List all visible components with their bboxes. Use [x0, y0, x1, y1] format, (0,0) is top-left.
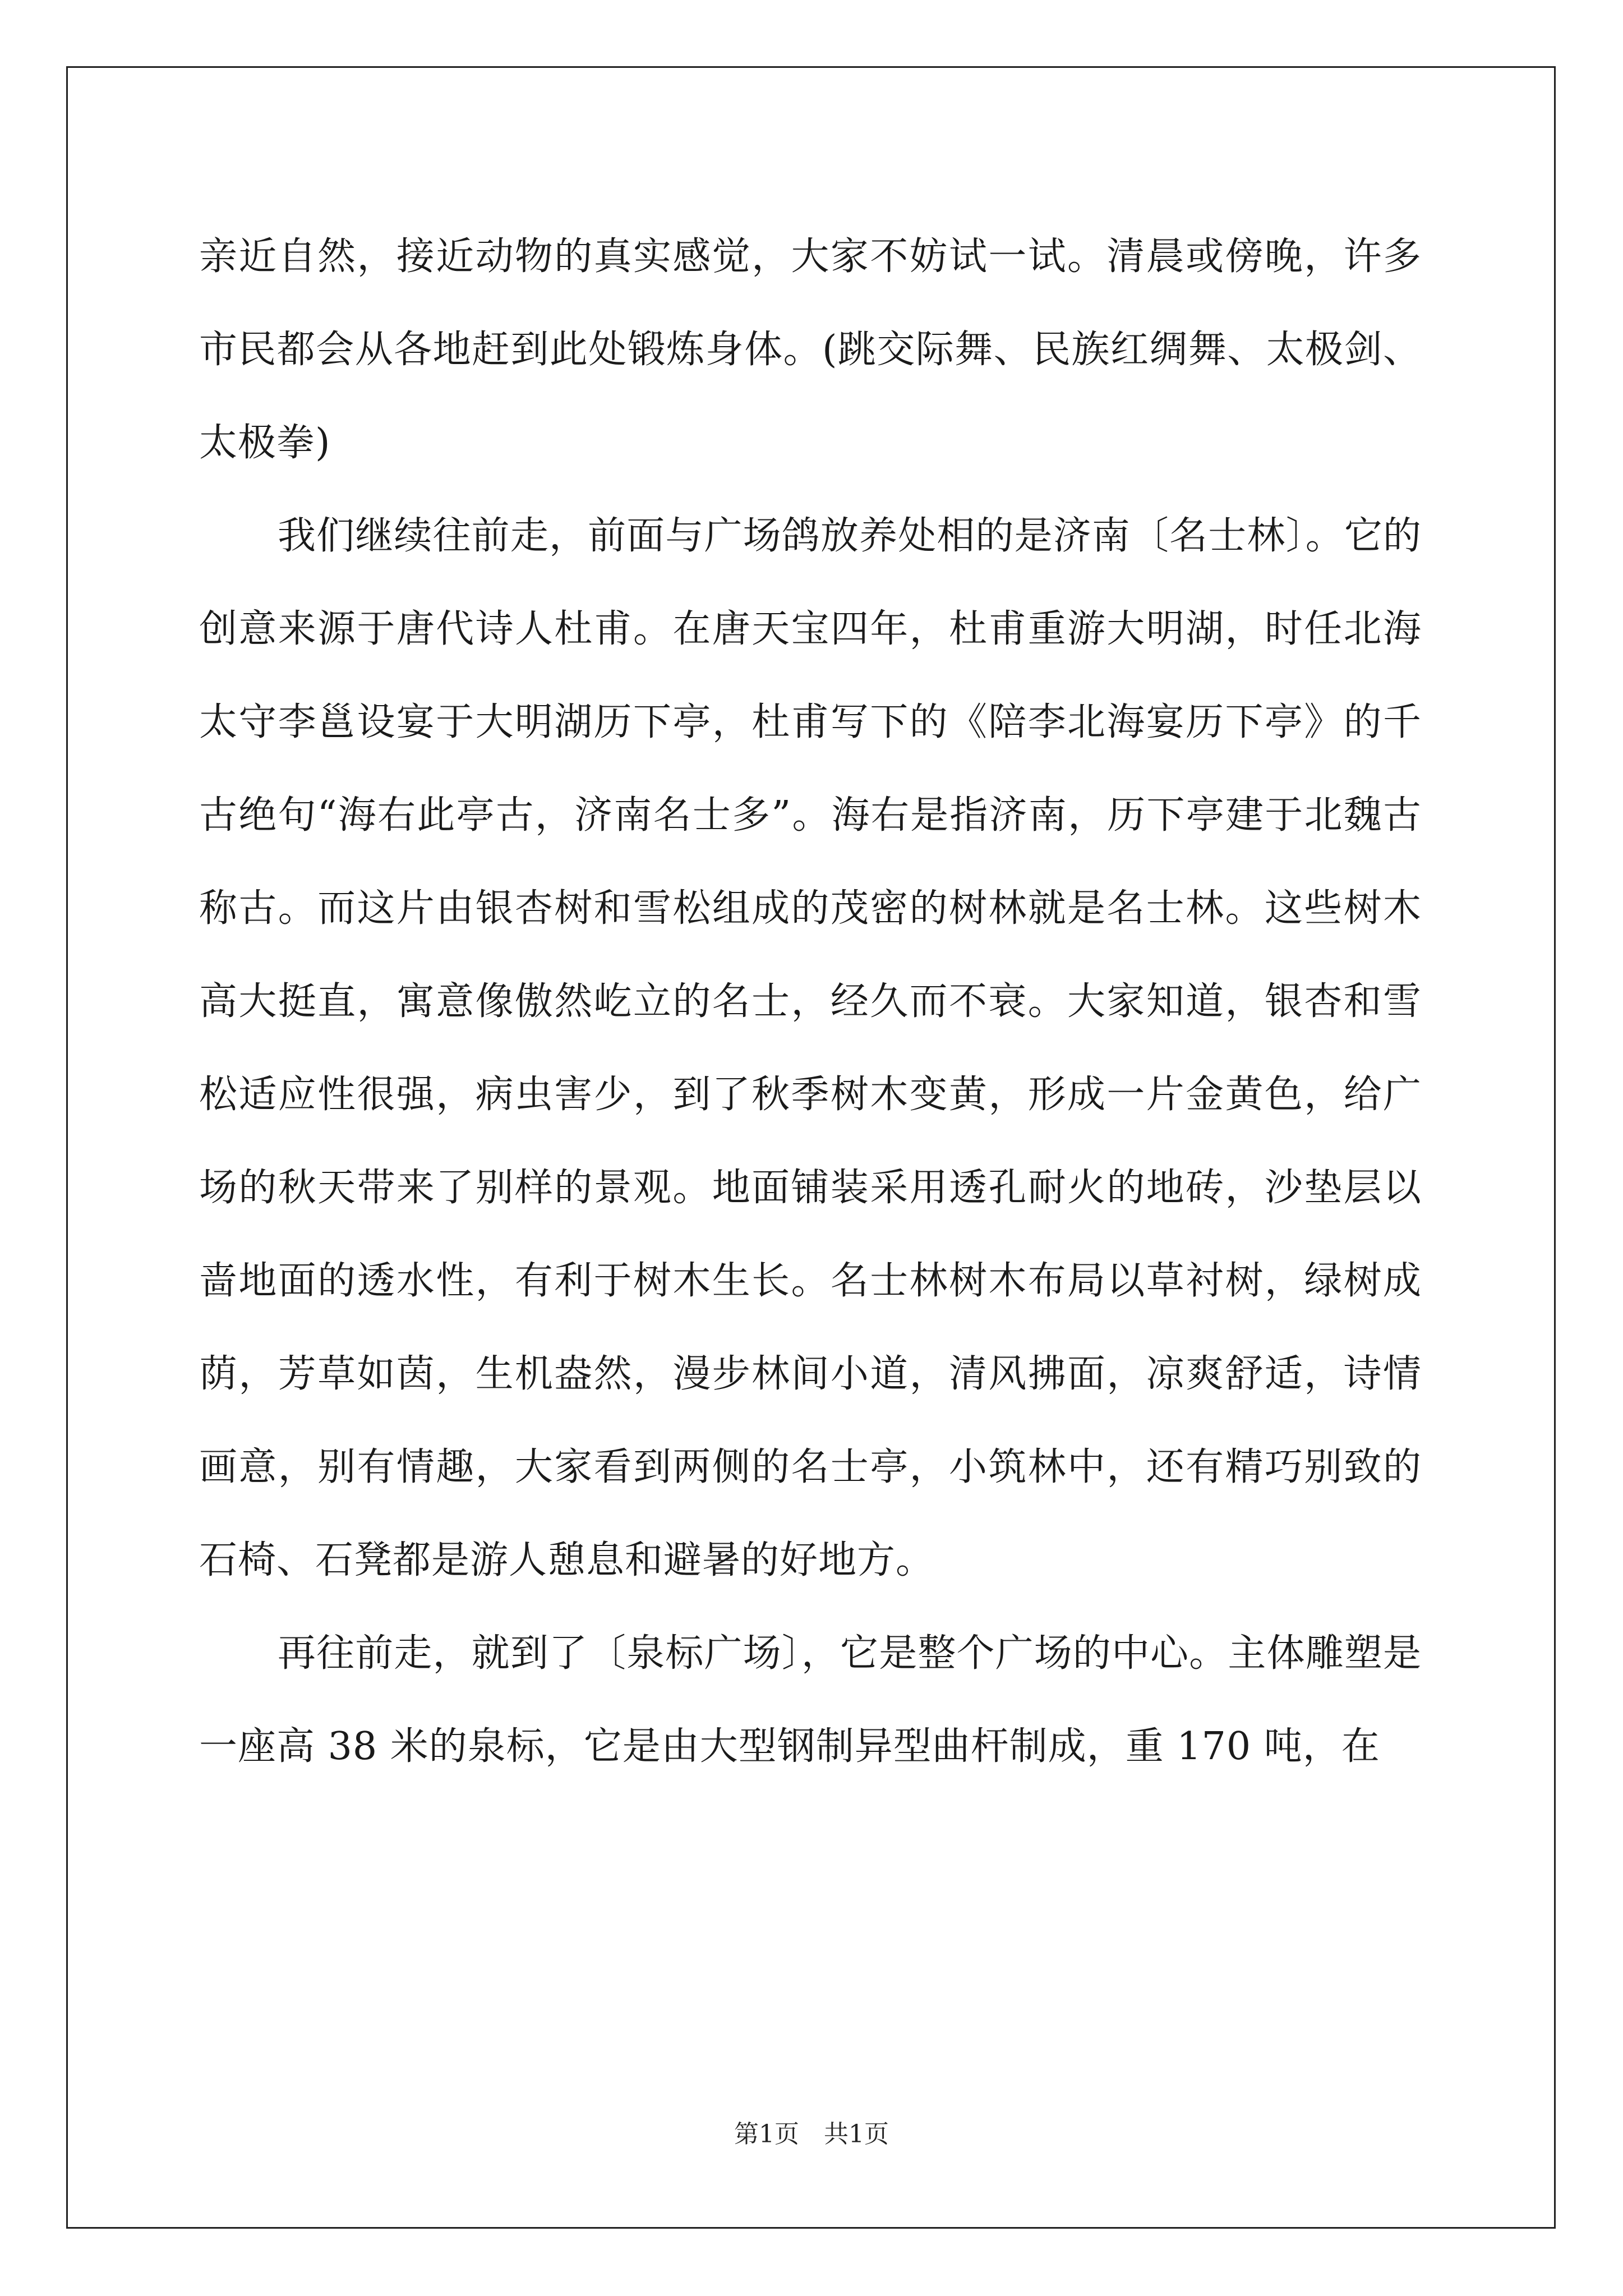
paragraph-3: 再往前走，就到了〔泉标广场〕，它是整个广场的中心。主体雕塑是一座高 38 米的泉标，它是由大型钢制异型曲杆制成，重 170 吨，在	[199, 1631, 1422, 1769]
document-body	[199, 210, 1422, 1793]
page-number: 第1页 共1页	[734, 2120, 889, 2148]
paragraph-1: 亲近自然，接近动物的真实感觉，大家不妨试一试。清晨或傍晚，许多市民都会从各地赶到此处锻炼身体。(跳交际舞、民族红绸舞、太极剑、太极拳)	[199, 234, 1422, 465]
paragraph-2: 我们继续往前走，前面与广场鸽放养处相的是济南〔名士林〕。它的创意来源于唐代诗人杜甫。在唐天宝四年，杜甫重游大明湖，时任北海太守李邕设宴于大明湖历下亭，杜甫写下的《陪李北海宴历下亭》的千古绝句“海右此亭古，济南名士多”。海右是指济南，历下亭建于北魏古称古。而这片由银杏树和雪松组成的茂密的树林就是名士林。这些树木高大挺直，寓意像傲然屹立的名士，经久而不衰。大家知道，银杏和雪松适应性很强，病虫害少，到了秋季树木变黄，形成一片金黄色，给广场的秋天带来了别样的景观。地面铺装采用透孔耐火的地砖，沙垫层以啬地面的透水性，有利于树木生长。名士林树木布局以草衬树，绿树成荫，芳草如茵，生机盎然，漫步林间小道，清风拂面，凉爽舒适，诗情画意，别有情趣，大家看到两侧的名士亭，小筑林中，还有精巧别致的石椅、石凳都是游人憩息和避暑的好地方。	[199, 514, 1422, 1582]
